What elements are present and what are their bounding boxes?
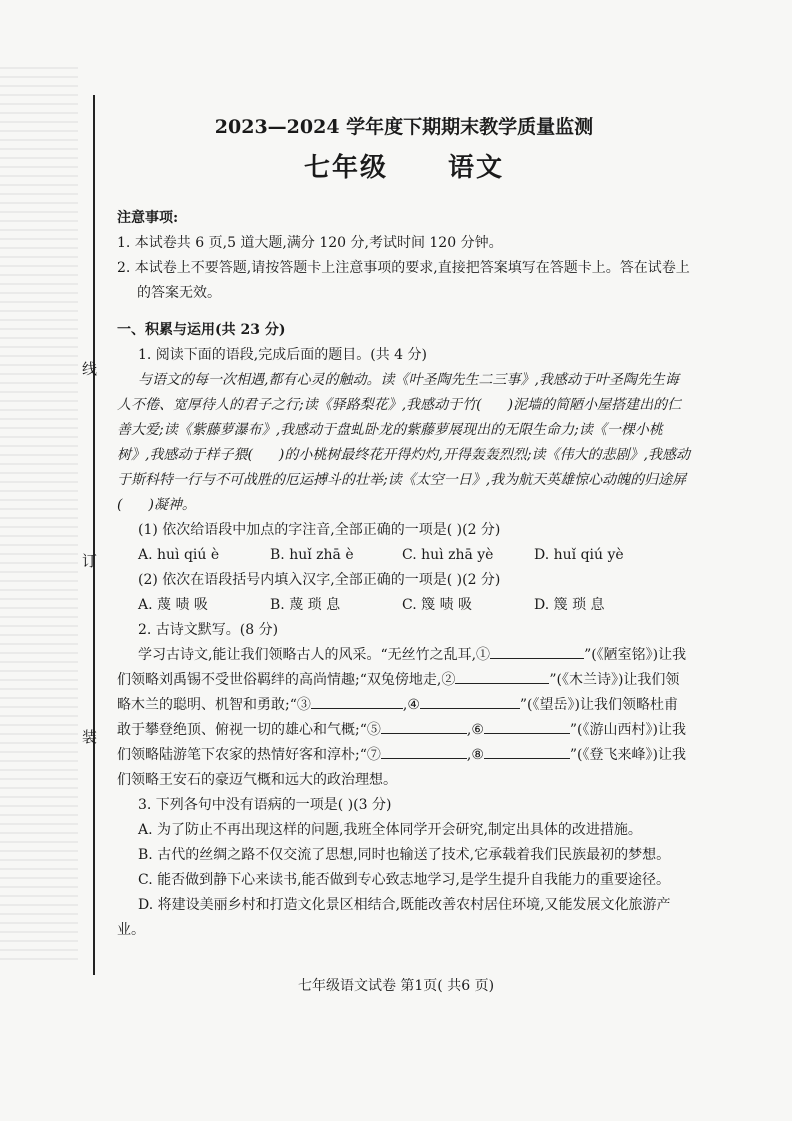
exam-subtitle (117, 147, 691, 184)
option-d: D. huǐ qiú yè (534, 547, 624, 563)
question-3-option-c: C. 能否做到静下心来读书,能否做到专心致志地学习,是学生提升自我能力的重要途径。 (138, 872, 671, 888)
question-1-sub2-stem: (2) 依次在语段括号内填入汉字,全部正确的一项是( )(2 分) (138, 572, 501, 588)
option-c: C. huì zhā yè (402, 547, 494, 563)
section-heading: 一、积累与运用(共 23 分) (117, 322, 286, 338)
notes-heading: 注意事项: (117, 210, 179, 226)
question-1-stem: 1. 阅读下面的语段,完成后面的题目。(共 4 分) (138, 347, 427, 363)
answer-blank-6[interactable] (484, 718, 570, 734)
binding-line (93, 95, 95, 975)
page-footer: 七年级语文试卷 第1页( 共6 页) (297, 978, 495, 994)
question-1-sub1-stem: (1) 依次给语段中加点的字注音,全部正确的一项是( )(2 分) (138, 522, 501, 538)
question-1-sub1-options (117, 543, 691, 568)
option-a: A. huì qiú è (138, 547, 220, 563)
answer-blank-2[interactable] (455, 668, 549, 684)
binding-mark-zhuang: 装 (82, 728, 98, 746)
option-d: D. 篾 琐 息 (534, 597, 605, 613)
question-2-stem: 2. 古诗文默写。(8 分) (138, 622, 279, 638)
scan-left-bleed (0, 60, 78, 960)
answer-blank-1[interactable] (490, 643, 584, 659)
answer-blank-7[interactable] (381, 743, 467, 759)
binding-mark-xian: 线 (82, 360, 98, 378)
grade-label: 七年级 (303, 153, 388, 183)
notes-item-1: 1. 本试卷共 6 页,5 道大题,满分 120 分,考试时间 120 分钟。 (117, 235, 503, 251)
question-2-text: 学习古诗文,能让我们领略古人的风采。“无丝竹之乱耳,① ”(《陋室铭》)让我们领略刘禹锡不受世俗羁绊的高尚情趣;“双兔傍地走,② ”(《木兰诗》)让我们领略木兰的聪明、机智和勇敢;“③ ,④ ”(《望岳》)让我们领略杜甫敢于攀登绝顶、俯视一切的雄心和气概;“⑤ ,⑥ ”(《游山西村》)让我们领略陆游笔下农家的热情好客和淳朴;“⑦ ,⑧ ”(《登飞来峰》)让我们领略王安石的豪迈气概和远大的政治理想。 (117, 643, 691, 793)
question-3-option-b: B. 古代的丝绸之路不仅交流了思想,同时也输送了技术,它承载着我们民族最初的梦想。 (138, 847, 671, 863)
exam-content (117, 112, 691, 943)
question-3-option-a: A. 为了防止不再出现这样的问题,我班全体同学开会研究,制定出具体的改进措施。 (138, 822, 642, 838)
question-1-sub2-options (117, 593, 691, 618)
question-3-option-d: D. 将建设美丽乡村和打造文化景区相结合,既能改善农村居住环境,又能发展文化旅游产业。 (117, 897, 671, 938)
answer-blank-4[interactable] (420, 693, 520, 709)
question-3-stem: 3. 下列各句中没有语病的一项是( )(3 分) (138, 797, 392, 813)
option-a: A. 蔑 啧 吸 (138, 597, 208, 613)
notes-item-2: 2. 本试卷上不要答题,请按答题卡上注意事项的要求,直接把答案填写在答题卡上。答在试卷上的答案无效。 (117, 260, 690, 301)
option-c: C. 篾 啧 吸 (402, 597, 473, 613)
answer-blank-3[interactable] (311, 693, 403, 709)
binding-mark-ding: 订 (82, 552, 98, 570)
option-b: B. 蔑 琐 息 (270, 597, 341, 613)
subject-label: 语文 (448, 153, 505, 183)
exam-title: 2023—2024 学年度下期期末教学质量监测 (214, 116, 594, 138)
question-1-passage: 与语文的每一次相遇,都有心灵的触动。读《叶圣陶先生二三事》,我感动于叶圣陶先生诲人不倦、宽厚待人的君子之行;读《驿路梨花》,我感动于竹( )泥墙的简陋小屋搭建出的仁善大爱;读《紫藤萝瀑布》,我感动于盘虬卧龙的紫藤萝展现出的无限生命力;读《一棵小桃树》,我感动于样子猥( )的小桃树最终花开得灼灼,开得轰轰烈烈;读《伟大的悲剧》,我感动于斯科特一行与不可战胜的厄运搏斗的壮举;读《太空一日》,我为航天英雄惊心动魄的归途屏( )凝神。 (117, 372, 690, 513)
answer-blank-5[interactable] (381, 718, 467, 734)
answer-blank-8[interactable] (484, 743, 570, 759)
option-b: B. huǐ zhā è (270, 547, 354, 563)
